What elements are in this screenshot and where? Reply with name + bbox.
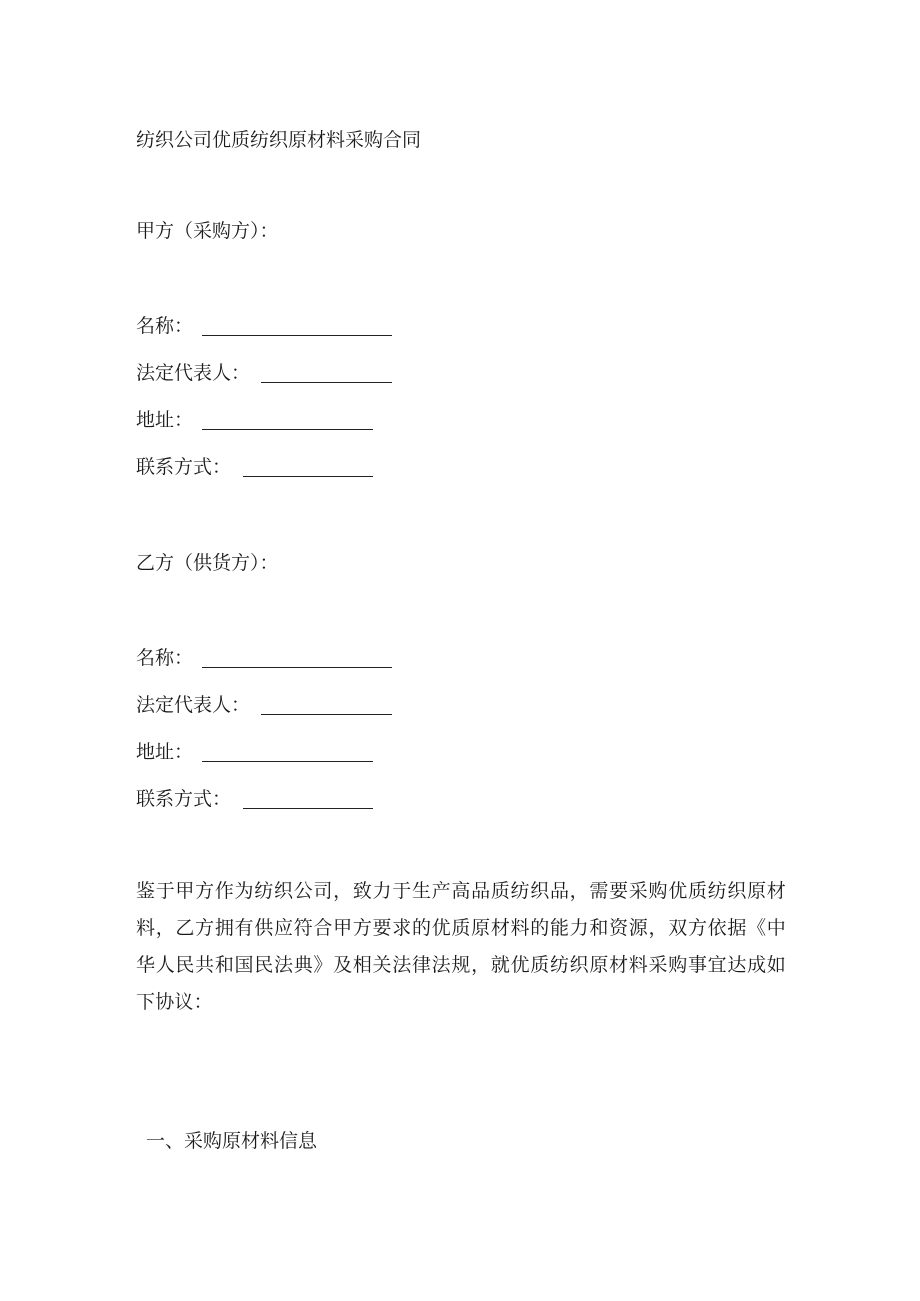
field-label: 名称： xyxy=(136,647,194,669)
field-label: 地址： xyxy=(136,409,194,431)
section-1-heading: 一、采购原材料信息 xyxy=(146,1130,318,1152)
party-a-address-field[interactable] xyxy=(136,408,193,432)
field-label: 名称： xyxy=(136,315,194,337)
party-b-name-field[interactable] xyxy=(136,646,193,670)
field-label: 联系方式： xyxy=(136,788,232,810)
party-a-name-field[interactable] xyxy=(136,314,193,338)
blank-line[interactable] xyxy=(202,335,392,336)
blank-line[interactable] xyxy=(261,714,392,715)
party-b-heading: 乙方（供货方）： xyxy=(136,552,279,574)
party-b-contact-field[interactable] xyxy=(136,787,231,811)
field-label: 法定代表人： xyxy=(136,694,251,716)
field-label: 法定代表人： xyxy=(136,362,251,384)
blank-line[interactable] xyxy=(243,808,373,809)
blank-line[interactable] xyxy=(243,476,373,477)
party-b-legal-rep-field[interactable] xyxy=(136,693,250,717)
field-label: 地址： xyxy=(136,741,194,763)
blank-line[interactable] xyxy=(202,429,373,430)
preamble-paragraph: 鉴于甲方作为纺织公司，致力于生产高品质纺织品，需要采购优质纺织原材料，乙方拥有供应符合甲方要求的优质原材料的能力和资源，双方依据《中华人民共和国民法典》及相关法律法规，就优质纺织原材料采购事宜达成如下协议： xyxy=(136,880,786,1013)
party-a-contact-field[interactable] xyxy=(136,455,231,479)
party-a-heading: 甲方（采购方）： xyxy=(136,220,279,242)
party-b-address-field[interactable] xyxy=(136,740,193,764)
field-label: 联系方式： xyxy=(136,456,232,478)
blank-line[interactable] xyxy=(261,382,392,383)
party-a-legal-rep-field[interactable] xyxy=(136,361,250,385)
document-title: 纺织公司优质纺织原材料采购合同 xyxy=(136,129,422,151)
blank-line[interactable] xyxy=(202,761,373,762)
blank-line[interactable] xyxy=(202,667,392,668)
